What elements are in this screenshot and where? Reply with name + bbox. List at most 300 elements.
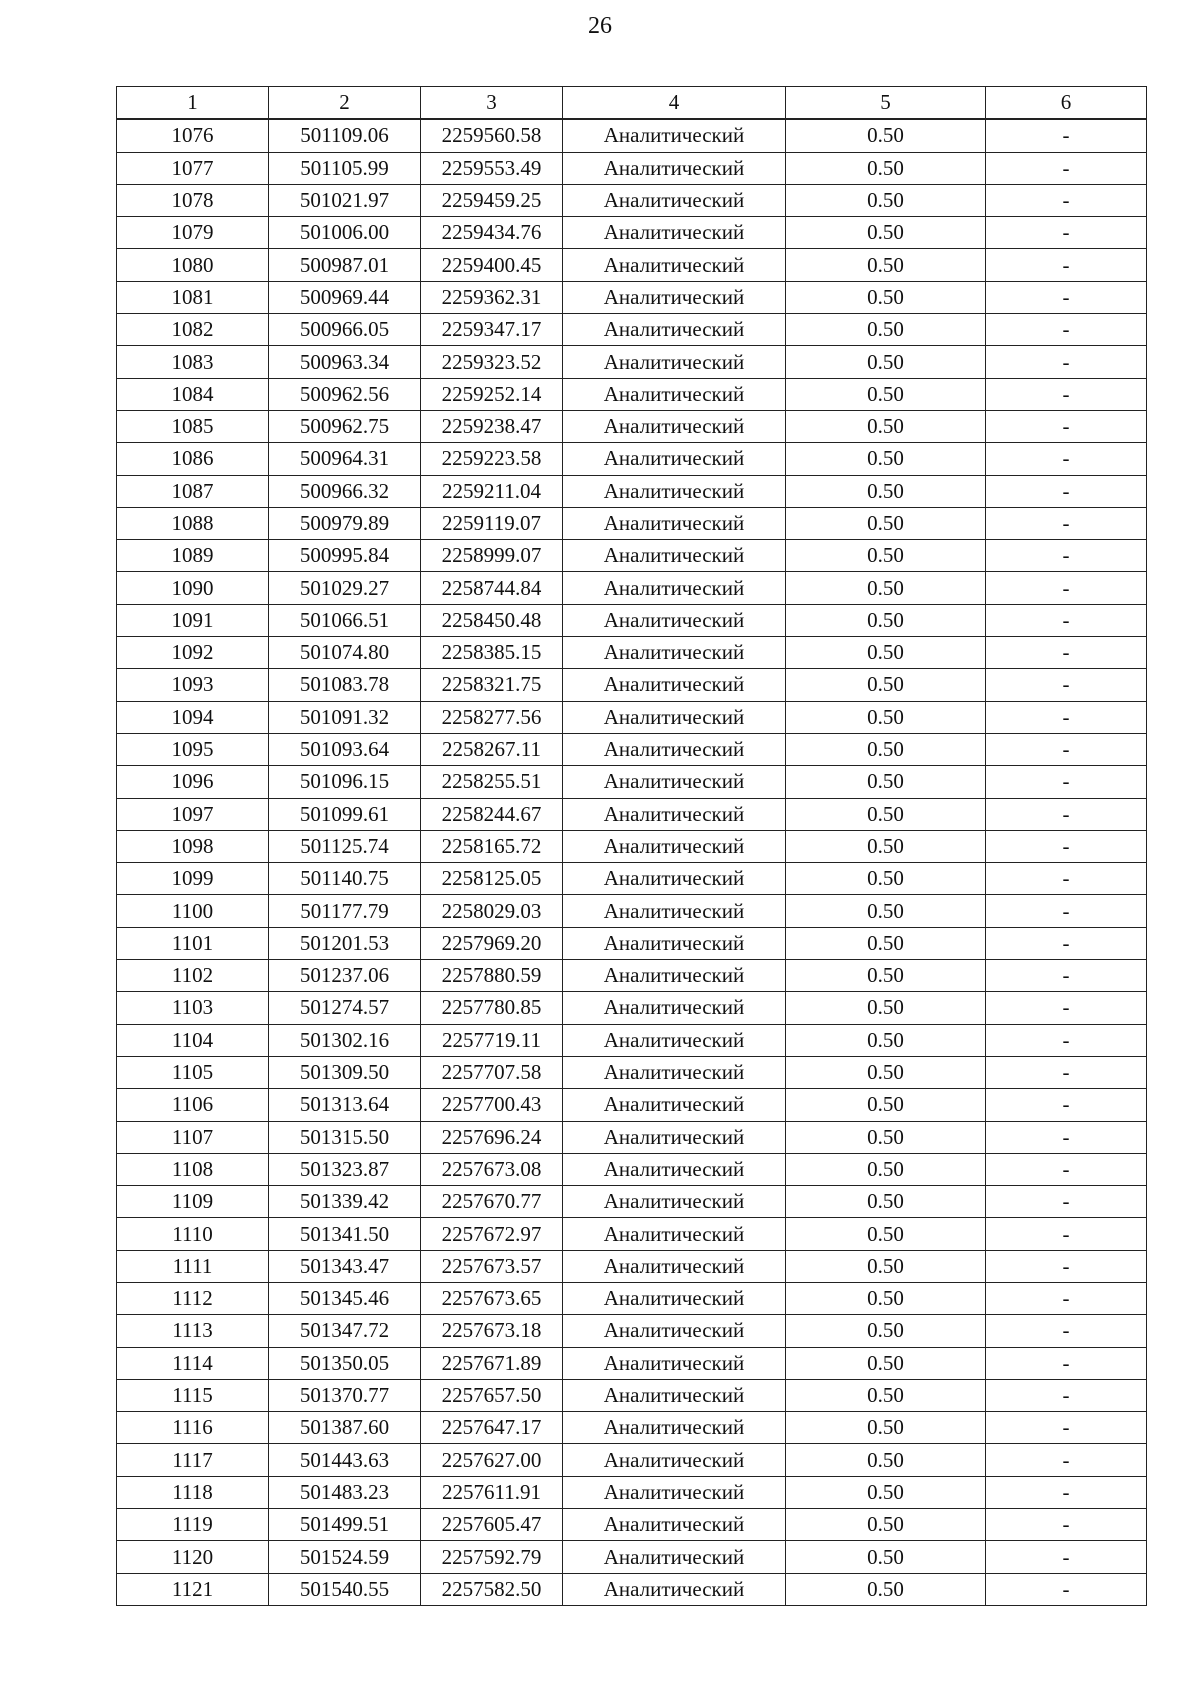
y-coordinate-cell: 2259560.58 bbox=[421, 119, 563, 152]
point-number-cell: 1088 bbox=[117, 507, 269, 539]
accuracy-cell: 0.50 bbox=[786, 184, 986, 216]
accuracy-cell: 0.50 bbox=[786, 1153, 986, 1185]
x-coordinate-cell: 501345.46 bbox=[269, 1282, 421, 1314]
method-cell: Аналитический bbox=[563, 507, 786, 539]
accuracy-cell: 0.50 bbox=[786, 1056, 986, 1088]
table-row bbox=[117, 766, 1147, 798]
y-coordinate-cell: 2258267.11 bbox=[421, 733, 563, 765]
method-cell: Аналитический bbox=[563, 1573, 786, 1605]
y-coordinate-cell: 2259347.17 bbox=[421, 314, 563, 346]
table-row bbox=[117, 1573, 1147, 1605]
table-row bbox=[117, 637, 1147, 669]
accuracy-cell: 0.50 bbox=[786, 798, 986, 830]
x-coordinate-cell: 501201.53 bbox=[269, 927, 421, 959]
accuracy-cell: 0.50 bbox=[786, 314, 986, 346]
y-coordinate-cell: 2257582.50 bbox=[421, 1573, 563, 1605]
x-coordinate-cell: 501347.72 bbox=[269, 1315, 421, 1347]
x-coordinate-cell: 500987.01 bbox=[269, 249, 421, 281]
method-cell: Аналитический bbox=[563, 1541, 786, 1573]
x-coordinate-cell: 500964.31 bbox=[269, 443, 421, 475]
point-number-cell: 1111 bbox=[117, 1250, 269, 1282]
method-cell: Аналитический bbox=[563, 895, 786, 927]
x-coordinate-cell: 500966.32 bbox=[269, 475, 421, 507]
table-row bbox=[117, 1444, 1147, 1476]
x-coordinate-cell: 501083.78 bbox=[269, 669, 421, 701]
accuracy-cell: 0.50 bbox=[786, 733, 986, 765]
table-row bbox=[117, 1282, 1147, 1314]
point-number-cell: 1117 bbox=[117, 1444, 269, 1476]
description-cell: - bbox=[986, 992, 1147, 1024]
x-coordinate-cell: 500962.75 bbox=[269, 410, 421, 442]
accuracy-cell: 0.50 bbox=[786, 1412, 986, 1444]
method-cell: Аналитический bbox=[563, 1153, 786, 1185]
point-number-cell: 1081 bbox=[117, 281, 269, 313]
x-coordinate-cell: 501387.60 bbox=[269, 1412, 421, 1444]
method-cell: Аналитический bbox=[563, 410, 786, 442]
y-coordinate-cell: 2258255.51 bbox=[421, 766, 563, 798]
y-coordinate-cell: 2259223.58 bbox=[421, 443, 563, 475]
point-number-cell: 1077 bbox=[117, 152, 269, 184]
accuracy-cell: 0.50 bbox=[786, 863, 986, 895]
method-cell: Аналитический bbox=[563, 863, 786, 895]
y-coordinate-cell: 2259323.52 bbox=[421, 346, 563, 378]
x-coordinate-cell: 501341.50 bbox=[269, 1218, 421, 1250]
method-cell: Аналитический bbox=[563, 152, 786, 184]
description-cell: - bbox=[986, 1250, 1147, 1282]
point-number-cell: 1119 bbox=[117, 1509, 269, 1541]
table-row bbox=[117, 443, 1147, 475]
point-number-cell: 1109 bbox=[117, 1186, 269, 1218]
x-coordinate-cell: 501323.87 bbox=[269, 1153, 421, 1185]
method-cell: Аналитический bbox=[563, 378, 786, 410]
method-cell: Аналитический bbox=[563, 184, 786, 216]
description-cell: - bbox=[986, 1024, 1147, 1056]
accuracy-cell: 0.50 bbox=[786, 1121, 986, 1153]
table-body bbox=[117, 119, 1147, 1605]
accuracy-cell: 0.50 bbox=[786, 1444, 986, 1476]
accuracy-cell: 0.50 bbox=[786, 1282, 986, 1314]
accuracy-cell: 0.50 bbox=[786, 152, 986, 184]
description-cell: - bbox=[986, 119, 1147, 152]
column-header-1: 1 bbox=[117, 87, 269, 120]
point-number-cell: 1118 bbox=[117, 1476, 269, 1508]
method-cell: Аналитический bbox=[563, 1024, 786, 1056]
table-row bbox=[117, 1541, 1147, 1573]
table-row bbox=[117, 184, 1147, 216]
y-coordinate-cell: 2258321.75 bbox=[421, 669, 563, 701]
point-number-cell: 1097 bbox=[117, 798, 269, 830]
y-coordinate-cell: 2257673.18 bbox=[421, 1315, 563, 1347]
accuracy-cell: 0.50 bbox=[786, 1089, 986, 1121]
table-row bbox=[117, 1218, 1147, 1250]
description-cell: - bbox=[986, 378, 1147, 410]
y-coordinate-cell: 2259211.04 bbox=[421, 475, 563, 507]
description-cell: - bbox=[986, 1153, 1147, 1185]
accuracy-cell: 0.50 bbox=[786, 1379, 986, 1411]
y-coordinate-cell: 2258244.67 bbox=[421, 798, 563, 830]
description-cell: - bbox=[986, 830, 1147, 862]
x-coordinate-cell: 501066.51 bbox=[269, 604, 421, 636]
y-coordinate-cell: 2257780.85 bbox=[421, 992, 563, 1024]
y-coordinate-cell: 2257673.08 bbox=[421, 1153, 563, 1185]
description-cell: - bbox=[986, 1573, 1147, 1605]
description-cell: - bbox=[986, 1347, 1147, 1379]
table-row bbox=[117, 572, 1147, 604]
table-row bbox=[117, 217, 1147, 249]
table-row bbox=[117, 927, 1147, 959]
method-cell: Аналитический bbox=[563, 733, 786, 765]
point-number-cell: 1113 bbox=[117, 1315, 269, 1347]
method-cell: Аналитический bbox=[563, 1186, 786, 1218]
method-cell: Аналитический bbox=[563, 669, 786, 701]
accuracy-cell: 0.50 bbox=[786, 410, 986, 442]
description-cell: - bbox=[986, 927, 1147, 959]
x-coordinate-cell: 501343.47 bbox=[269, 1250, 421, 1282]
description-cell: - bbox=[986, 443, 1147, 475]
table-row bbox=[117, 475, 1147, 507]
accuracy-cell: 0.50 bbox=[786, 1250, 986, 1282]
column-header-5: 5 bbox=[786, 87, 986, 120]
table-row bbox=[117, 960, 1147, 992]
x-coordinate-cell: 501109.06 bbox=[269, 119, 421, 152]
method-cell: Аналитический bbox=[563, 1347, 786, 1379]
x-coordinate-cell: 501313.64 bbox=[269, 1089, 421, 1121]
table-row bbox=[117, 1024, 1147, 1056]
x-coordinate-cell: 501309.50 bbox=[269, 1056, 421, 1088]
method-cell: Аналитический bbox=[563, 637, 786, 669]
description-cell: - bbox=[986, 1315, 1147, 1347]
point-number-cell: 1098 bbox=[117, 830, 269, 862]
method-cell: Аналитический bbox=[563, 1250, 786, 1282]
point-number-cell: 1085 bbox=[117, 410, 269, 442]
table-row bbox=[117, 992, 1147, 1024]
accuracy-cell: 0.50 bbox=[786, 1476, 986, 1508]
point-number-cell: 1095 bbox=[117, 733, 269, 765]
x-coordinate-cell: 501524.59 bbox=[269, 1541, 421, 1573]
table-row bbox=[117, 701, 1147, 733]
accuracy-cell: 0.50 bbox=[786, 217, 986, 249]
table-row bbox=[117, 1250, 1147, 1282]
point-number-cell: 1086 bbox=[117, 443, 269, 475]
point-number-cell: 1091 bbox=[117, 604, 269, 636]
table-row bbox=[117, 378, 1147, 410]
x-coordinate-cell: 501177.79 bbox=[269, 895, 421, 927]
accuracy-cell: 0.50 bbox=[786, 281, 986, 313]
point-number-cell: 1102 bbox=[117, 960, 269, 992]
table-row bbox=[117, 733, 1147, 765]
accuracy-cell: 0.50 bbox=[786, 1218, 986, 1250]
method-cell: Аналитический bbox=[563, 1412, 786, 1444]
point-number-cell: 1076 bbox=[117, 119, 269, 152]
y-coordinate-cell: 2259252.14 bbox=[421, 378, 563, 410]
method-cell: Аналитический bbox=[563, 1121, 786, 1153]
point-number-cell: 1084 bbox=[117, 378, 269, 410]
point-number-cell: 1090 bbox=[117, 572, 269, 604]
table-row bbox=[117, 1121, 1147, 1153]
table-row bbox=[117, 669, 1147, 701]
point-number-cell: 1089 bbox=[117, 540, 269, 572]
accuracy-cell: 0.50 bbox=[786, 475, 986, 507]
header-row bbox=[117, 87, 1147, 120]
accuracy-cell: 0.50 bbox=[786, 1573, 986, 1605]
accuracy-cell: 0.50 bbox=[786, 604, 986, 636]
y-coordinate-cell: 2257700.43 bbox=[421, 1089, 563, 1121]
x-coordinate-cell: 501099.61 bbox=[269, 798, 421, 830]
x-coordinate-cell: 501339.42 bbox=[269, 1186, 421, 1218]
method-cell: Аналитический bbox=[563, 927, 786, 959]
table-row bbox=[117, 863, 1147, 895]
y-coordinate-cell: 2258029.03 bbox=[421, 895, 563, 927]
description-cell: - bbox=[986, 1089, 1147, 1121]
table-row bbox=[117, 1056, 1147, 1088]
accuracy-cell: 0.50 bbox=[786, 119, 986, 152]
table-row bbox=[117, 1347, 1147, 1379]
description-cell: - bbox=[986, 152, 1147, 184]
y-coordinate-cell: 2259362.31 bbox=[421, 281, 563, 313]
method-cell: Аналитический bbox=[563, 1089, 786, 1121]
accuracy-cell: 0.50 bbox=[786, 572, 986, 604]
x-coordinate-cell: 501540.55 bbox=[269, 1573, 421, 1605]
y-coordinate-cell: 2257605.47 bbox=[421, 1509, 563, 1541]
accuracy-cell: 0.50 bbox=[786, 1186, 986, 1218]
description-cell: - bbox=[986, 217, 1147, 249]
y-coordinate-cell: 2258277.56 bbox=[421, 701, 563, 733]
point-number-cell: 1114 bbox=[117, 1347, 269, 1379]
method-cell: Аналитический bbox=[563, 992, 786, 1024]
description-cell: - bbox=[986, 346, 1147, 378]
description-cell: - bbox=[986, 733, 1147, 765]
description-cell: - bbox=[986, 798, 1147, 830]
table-row bbox=[117, 830, 1147, 862]
description-cell: - bbox=[986, 1121, 1147, 1153]
accuracy-cell: 0.50 bbox=[786, 378, 986, 410]
method-cell: Аналитический bbox=[563, 1218, 786, 1250]
accuracy-cell: 0.50 bbox=[786, 1315, 986, 1347]
method-cell: Аналитический bbox=[563, 443, 786, 475]
y-coordinate-cell: 2257657.50 bbox=[421, 1379, 563, 1411]
description-cell: - bbox=[986, 475, 1147, 507]
method-cell: Аналитический bbox=[563, 1444, 786, 1476]
method-cell: Аналитический bbox=[563, 604, 786, 636]
accuracy-cell: 0.50 bbox=[786, 346, 986, 378]
point-number-cell: 1101 bbox=[117, 927, 269, 959]
column-header-6: 6 bbox=[986, 87, 1147, 120]
y-coordinate-cell: 2257696.24 bbox=[421, 1121, 563, 1153]
page-number: 26 bbox=[588, 13, 612, 39]
column-header-3: 3 bbox=[421, 87, 563, 120]
point-number-cell: 1121 bbox=[117, 1573, 269, 1605]
column-header-2: 2 bbox=[269, 87, 421, 120]
description-cell: - bbox=[986, 507, 1147, 539]
description-cell: - bbox=[986, 1476, 1147, 1508]
table-row bbox=[117, 1315, 1147, 1347]
column-header-4: 4 bbox=[563, 87, 786, 120]
description-cell: - bbox=[986, 701, 1147, 733]
x-coordinate-cell: 501237.06 bbox=[269, 960, 421, 992]
table-row bbox=[117, 119, 1147, 152]
x-coordinate-cell: 501499.51 bbox=[269, 1509, 421, 1541]
y-coordinate-cell: 2259238.47 bbox=[421, 410, 563, 442]
x-coordinate-cell: 501302.16 bbox=[269, 1024, 421, 1056]
method-cell: Аналитический bbox=[563, 119, 786, 152]
x-coordinate-cell: 500963.34 bbox=[269, 346, 421, 378]
point-number-cell: 1082 bbox=[117, 314, 269, 346]
description-cell: - bbox=[986, 1056, 1147, 1088]
y-coordinate-cell: 2257647.17 bbox=[421, 1412, 563, 1444]
y-coordinate-cell: 2258125.05 bbox=[421, 863, 563, 895]
point-number-cell: 1083 bbox=[117, 346, 269, 378]
y-coordinate-cell: 2257670.77 bbox=[421, 1186, 563, 1218]
method-cell: Аналитический bbox=[563, 1379, 786, 1411]
x-coordinate-cell: 500962.56 bbox=[269, 378, 421, 410]
description-cell: - bbox=[986, 314, 1147, 346]
point-number-cell: 1110 bbox=[117, 1218, 269, 1250]
description-cell: - bbox=[986, 604, 1147, 636]
point-number-cell: 1079 bbox=[117, 217, 269, 249]
accuracy-cell: 0.50 bbox=[786, 669, 986, 701]
table-row bbox=[117, 1089, 1147, 1121]
y-coordinate-cell: 2258385.15 bbox=[421, 637, 563, 669]
description-cell: - bbox=[986, 1186, 1147, 1218]
point-number-cell: 1096 bbox=[117, 766, 269, 798]
x-coordinate-cell: 501091.32 bbox=[269, 701, 421, 733]
table-row bbox=[117, 798, 1147, 830]
method-cell: Аналитический bbox=[563, 281, 786, 313]
table-row bbox=[117, 1412, 1147, 1444]
table-row bbox=[117, 540, 1147, 572]
y-coordinate-cell: 2257673.65 bbox=[421, 1282, 563, 1314]
x-coordinate-cell: 501140.75 bbox=[269, 863, 421, 895]
description-cell: - bbox=[986, 766, 1147, 798]
description-cell: - bbox=[986, 572, 1147, 604]
accuracy-cell: 0.50 bbox=[786, 830, 986, 862]
method-cell: Аналитический bbox=[563, 701, 786, 733]
description-cell: - bbox=[986, 960, 1147, 992]
accuracy-cell: 0.50 bbox=[786, 637, 986, 669]
x-coordinate-cell: 501125.74 bbox=[269, 830, 421, 862]
y-coordinate-cell: 2257611.91 bbox=[421, 1476, 563, 1508]
y-coordinate-cell: 2257673.57 bbox=[421, 1250, 563, 1282]
description-cell: - bbox=[986, 1379, 1147, 1411]
accuracy-cell: 0.50 bbox=[786, 766, 986, 798]
description-cell: - bbox=[986, 1218, 1147, 1250]
x-coordinate-cell: 500995.84 bbox=[269, 540, 421, 572]
description-cell: - bbox=[986, 249, 1147, 281]
point-number-cell: 1120 bbox=[117, 1541, 269, 1573]
method-cell: Аналитический bbox=[563, 249, 786, 281]
x-coordinate-cell: 501096.15 bbox=[269, 766, 421, 798]
accuracy-cell: 0.50 bbox=[786, 1541, 986, 1573]
point-number-cell: 1107 bbox=[117, 1121, 269, 1153]
x-coordinate-cell: 501274.57 bbox=[269, 992, 421, 1024]
accuracy-cell: 0.50 bbox=[786, 507, 986, 539]
description-cell: - bbox=[986, 281, 1147, 313]
point-number-cell: 1100 bbox=[117, 895, 269, 927]
x-coordinate-cell: 501483.23 bbox=[269, 1476, 421, 1508]
point-number-cell: 1115 bbox=[117, 1379, 269, 1411]
method-cell: Аналитический bbox=[563, 217, 786, 249]
x-coordinate-cell: 501021.97 bbox=[269, 184, 421, 216]
y-coordinate-cell: 2258165.72 bbox=[421, 830, 563, 862]
table-header bbox=[117, 87, 1147, 120]
point-number-cell: 1093 bbox=[117, 669, 269, 701]
x-coordinate-cell: 500969.44 bbox=[269, 281, 421, 313]
x-coordinate-cell: 501029.27 bbox=[269, 572, 421, 604]
x-coordinate-cell: 501105.99 bbox=[269, 152, 421, 184]
y-coordinate-cell: 2259553.49 bbox=[421, 152, 563, 184]
y-coordinate-cell: 2259434.76 bbox=[421, 217, 563, 249]
point-number-cell: 1092 bbox=[117, 637, 269, 669]
y-coordinate-cell: 2257592.79 bbox=[421, 1541, 563, 1573]
table-row bbox=[117, 1186, 1147, 1218]
description-cell: - bbox=[986, 184, 1147, 216]
point-number-cell: 1106 bbox=[117, 1089, 269, 1121]
description-cell: - bbox=[986, 1282, 1147, 1314]
method-cell: Аналитический bbox=[563, 572, 786, 604]
table-row bbox=[117, 249, 1147, 281]
table-row bbox=[117, 281, 1147, 313]
point-number-cell: 1078 bbox=[117, 184, 269, 216]
accuracy-cell: 0.50 bbox=[786, 249, 986, 281]
method-cell: Аналитический bbox=[563, 830, 786, 862]
y-coordinate-cell: 2257719.11 bbox=[421, 1024, 563, 1056]
accuracy-cell: 0.50 bbox=[786, 895, 986, 927]
method-cell: Аналитический bbox=[563, 1476, 786, 1508]
x-coordinate-cell: 501315.50 bbox=[269, 1121, 421, 1153]
method-cell: Аналитический bbox=[563, 766, 786, 798]
y-coordinate-cell: 2259459.25 bbox=[421, 184, 563, 216]
y-coordinate-cell: 2258999.07 bbox=[421, 540, 563, 572]
method-cell: Аналитический bbox=[563, 1315, 786, 1347]
table-row bbox=[117, 1476, 1147, 1508]
method-cell: Аналитический bbox=[563, 314, 786, 346]
y-coordinate-cell: 2257671.89 bbox=[421, 1347, 563, 1379]
point-number-cell: 1116 bbox=[117, 1412, 269, 1444]
description-cell: - bbox=[986, 540, 1147, 572]
accuracy-cell: 0.50 bbox=[786, 1347, 986, 1379]
x-coordinate-cell: 501443.63 bbox=[269, 1444, 421, 1476]
method-cell: Аналитический bbox=[563, 475, 786, 507]
table-row bbox=[117, 152, 1147, 184]
method-cell: Аналитический bbox=[563, 798, 786, 830]
table-row bbox=[117, 507, 1147, 539]
y-coordinate-cell: 2257969.20 bbox=[421, 927, 563, 959]
description-cell: - bbox=[986, 669, 1147, 701]
x-coordinate-cell: 501370.77 bbox=[269, 1379, 421, 1411]
x-coordinate-cell: 501350.05 bbox=[269, 1347, 421, 1379]
method-cell: Аналитический bbox=[563, 960, 786, 992]
description-cell: - bbox=[986, 410, 1147, 442]
point-number-cell: 1108 bbox=[117, 1153, 269, 1185]
accuracy-cell: 0.50 bbox=[786, 992, 986, 1024]
coordinates-table bbox=[116, 86, 1147, 1606]
y-coordinate-cell: 2258450.48 bbox=[421, 604, 563, 636]
table-row bbox=[117, 895, 1147, 927]
y-coordinate-cell: 2257707.58 bbox=[421, 1056, 563, 1088]
x-coordinate-cell: 500979.89 bbox=[269, 507, 421, 539]
y-coordinate-cell: 2258744.84 bbox=[421, 572, 563, 604]
description-cell: - bbox=[986, 863, 1147, 895]
method-cell: Аналитический bbox=[563, 540, 786, 572]
accuracy-cell: 0.50 bbox=[786, 443, 986, 475]
accuracy-cell: 0.50 bbox=[786, 960, 986, 992]
point-number-cell: 1112 bbox=[117, 1282, 269, 1314]
point-number-cell: 1103 bbox=[117, 992, 269, 1024]
point-number-cell: 1087 bbox=[117, 475, 269, 507]
table-row bbox=[117, 604, 1147, 636]
method-cell: Аналитический bbox=[563, 1056, 786, 1088]
accuracy-cell: 0.50 bbox=[786, 540, 986, 572]
